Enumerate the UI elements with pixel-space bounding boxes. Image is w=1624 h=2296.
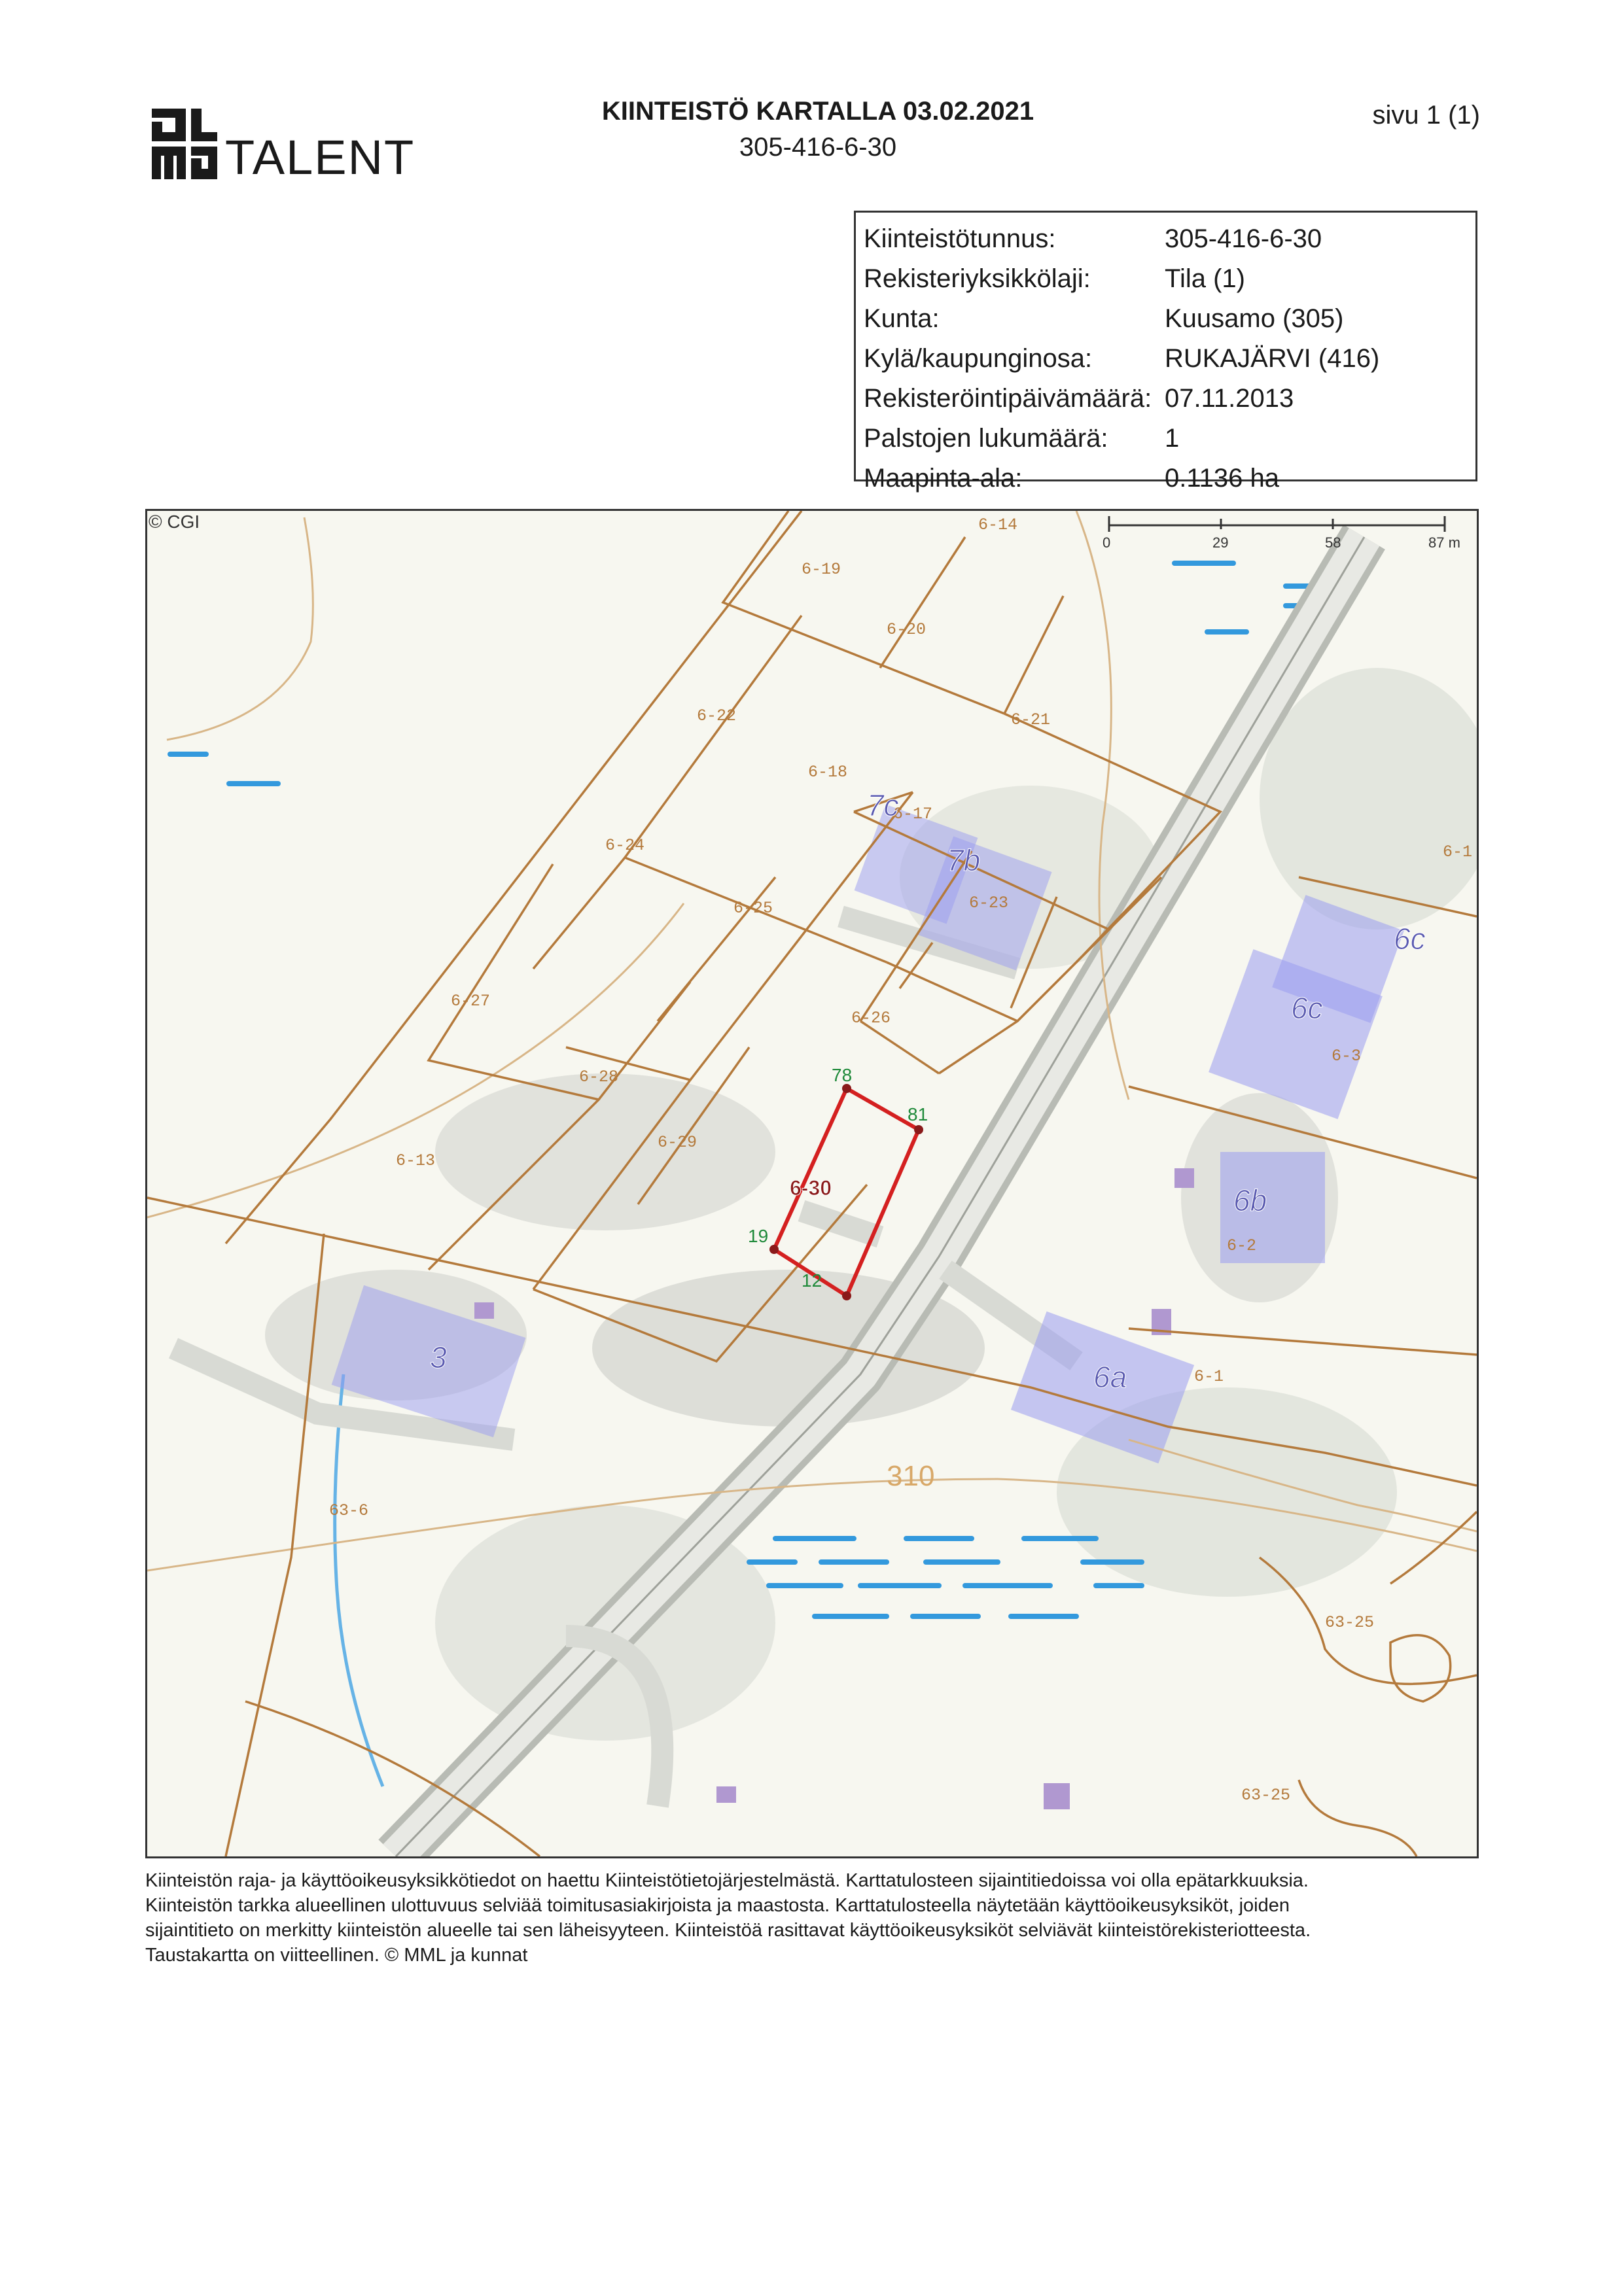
document-title: KIINTEISTÖ KARTALLA 03.02.2021 (601, 97, 1034, 126)
disclaimer-line: Kiinteistön tarkka alueellinen ulottuvuus selviää toimitusasiakirjoista ja maastosta. Karttatulosteella näytetään käyttöoikeusyksiköt, joiden (145, 1895, 1290, 1916)
disclaimer-line: Kiinteistön raja- ja käyttöoikeusyksikkötiedot on haettu Kiinteistötietojärjestelmästä. Karttatulosteen sijaintitiedoissa voi olla epätarkkuuksia. (145, 1870, 1309, 1891)
info-key: Palstojen lukumäärä: (864, 424, 1108, 453)
info-value: 305-416-6-30 (1165, 224, 1322, 253)
parcel-label: 6-28 (579, 1068, 619, 1087)
copyright-label: © CGI (149, 512, 200, 532)
info-key: Rekisteriyksikkölaji: (864, 264, 1091, 293)
boundary-point-81 (914, 1125, 923, 1134)
property-map[interactable] (145, 509, 1479, 1858)
scale-bar (1109, 516, 1445, 532)
boundary-point-78 (842, 1084, 851, 1093)
small-building (1044, 1783, 1070, 1809)
info-row-municipality (864, 299, 1475, 339)
parcel-label: 6-13 (396, 1151, 436, 1170)
disclaimer-text (145, 1868, 1487, 1968)
building-label: 7b (947, 843, 981, 877)
building-label: 6a (1093, 1360, 1127, 1394)
scale-label: 29 (1212, 534, 1229, 551)
property-info-table (854, 211, 1477, 493)
parcel-label: 6-18 (808, 763, 848, 782)
boundary-point-12 (842, 1291, 851, 1300)
parcel-label: 6-21 (1011, 710, 1051, 729)
small-building (474, 1302, 494, 1319)
info-row-property-id (864, 219, 1475, 259)
target-parcel-label: 6-30 (790, 1176, 832, 1200)
info-key: Kylä/kaupunginosa: (864, 344, 1093, 373)
parcel-label: 6-17 (893, 805, 933, 824)
building-label: 6b (1233, 1183, 1267, 1217)
parcel-label: 6-25 (733, 899, 773, 918)
map-canvas[interactable] (147, 511, 1477, 1856)
info-value: RUKAJÄRVI (416) (1165, 344, 1380, 373)
parcel-label: 63-6 (329, 1501, 369, 1520)
parcel-label: 6-29 (658, 1133, 697, 1152)
boundary-point-19 (769, 1245, 779, 1254)
scale-label: 0 (1103, 534, 1111, 551)
info-key: Rekisteröintipäivämäärä: (864, 384, 1152, 413)
scale-label: 87 m (1428, 534, 1460, 551)
building-label: 6c (1291, 991, 1323, 1025)
info-key: Kiinteistötunnus: (864, 224, 1056, 253)
small-building (716, 1786, 736, 1803)
parcel-label: 63-25 (1325, 1613, 1375, 1632)
point-label: 12 (802, 1270, 822, 1291)
info-key: Kunta: (864, 304, 940, 333)
info-value: 1 (1165, 424, 1180, 453)
parcel-label: 6-3 (1332, 1047, 1362, 1066)
parcel-label: 6-14 (978, 515, 1018, 534)
info-value: Tila (1) (1165, 264, 1245, 293)
contour-label: 310 (887, 1460, 935, 1492)
info-row-land-area (864, 459, 1475, 498)
info-value: 07.11.2013 (1165, 384, 1294, 413)
building-label: 7c (867, 788, 899, 822)
parcel-label: 6-20 (887, 620, 927, 639)
parcel-label: 6-1 (1194, 1367, 1224, 1386)
small-building (1174, 1168, 1194, 1188)
property-id-subtitle: 305-416-6-30 (739, 133, 897, 162)
info-value: Kuusamo (305) (1165, 304, 1344, 333)
scale-label: 58 (1325, 534, 1341, 551)
parcel-label: 63-25 (1241, 1786, 1291, 1805)
parcel-label: 6-27 (451, 992, 491, 1011)
info-row-unit-type (864, 259, 1475, 299)
info-row-village (864, 339, 1475, 379)
info-key: Maapinta-ala: (864, 464, 1023, 493)
parcel-label: 6-26 (851, 1009, 891, 1028)
point-label: 81 (908, 1104, 928, 1124)
info-row-registration-date (864, 379, 1475, 419)
alma-talent-logo (152, 109, 427, 187)
parcel-label: 6-19 (802, 560, 841, 579)
building-label: 6c (1394, 922, 1426, 956)
parcel-label: 6-24 (605, 836, 645, 855)
page-number: sivu 1 (1) (1372, 101, 1480, 130)
parcel-label: 6-23 (969, 894, 1009, 913)
point-label: 78 (832, 1065, 853, 1085)
disclaimer-line: sijaintitieto on merkitty kiinteistön alueelle tai sen läheisyyteen. Kiinteistöä rasittavat käyttöoikeusyksiköt selviävät kiinteistörekisteriotteesta. (145, 1920, 1311, 1941)
point-label: 19 (748, 1226, 769, 1246)
info-value: 0.1136 ha (1165, 464, 1279, 493)
logo-label: TALENT (225, 130, 415, 184)
building-label: 3 (430, 1340, 447, 1374)
info-row-parcel-count (864, 419, 1475, 459)
disclaimer-line: Taustakartta on viitteellinen. © MML ja kunnat (145, 1945, 528, 1966)
parcel-label: 6-1 (1443, 843, 1473, 861)
alma-logo-mark (152, 109, 224, 181)
parcel-label: 6-22 (697, 706, 737, 725)
stream-line (335, 1374, 383, 1786)
parcel-label: 6-2 (1227, 1236, 1257, 1255)
